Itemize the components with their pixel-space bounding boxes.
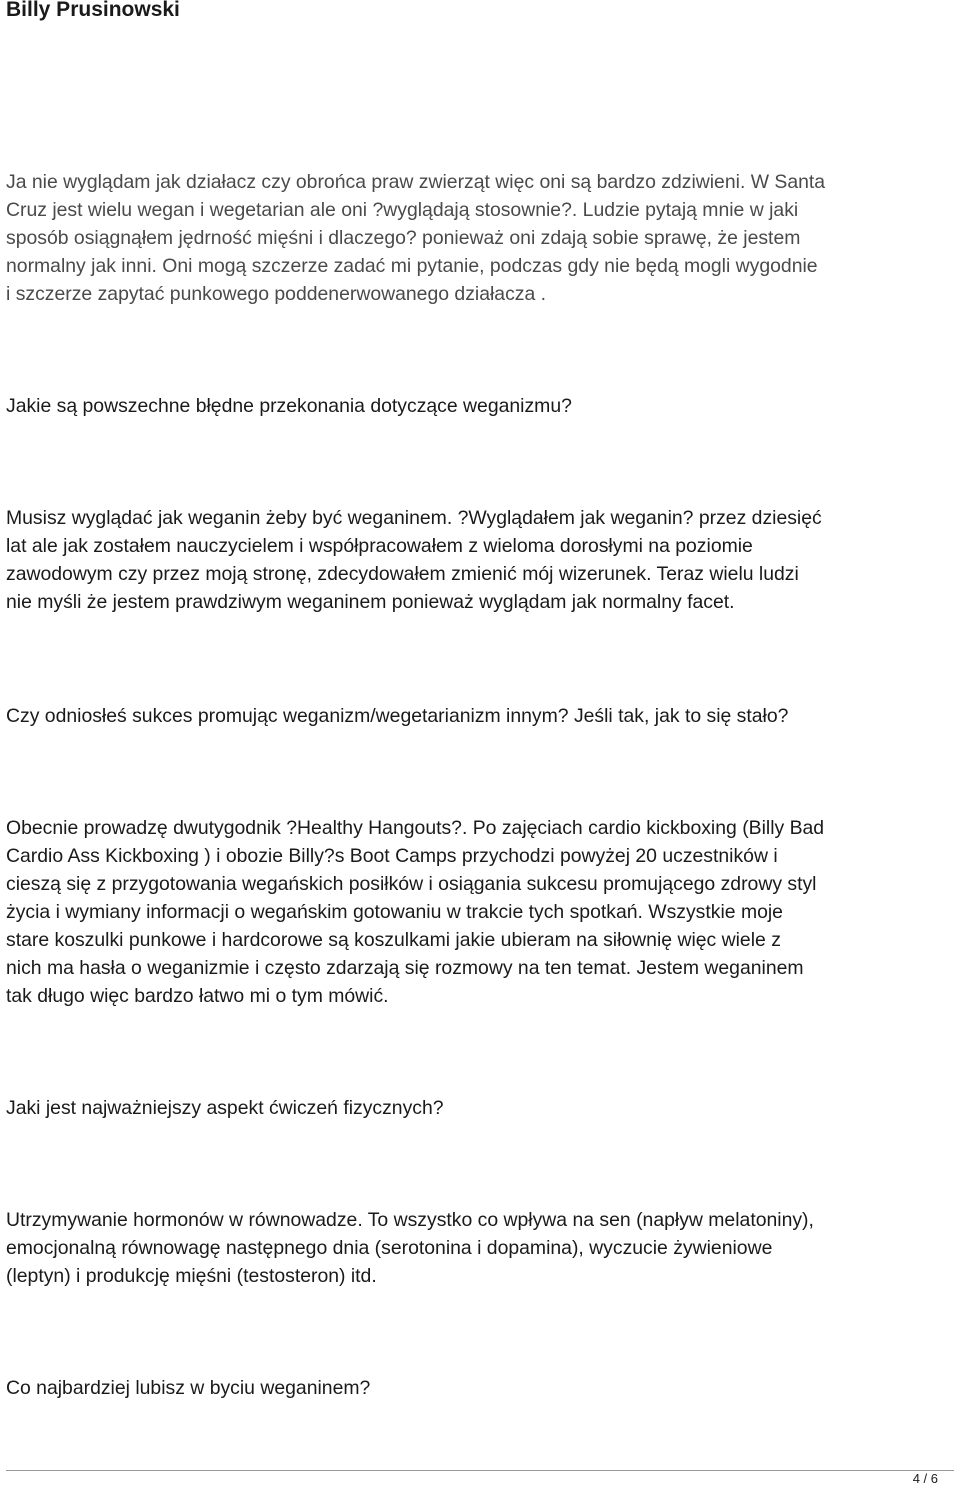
footer-divider — [6, 1470, 954, 1471]
text-line: sposób osiągnąłem jędrność mięśni i dlaczego? ponieważ oni zdają sobie sprawę, że jestem — [6, 227, 801, 249]
text-line: cieszą się z przygotowania wegańskich posiłków i osiągania sukcesu promującego zdrowy styl — [6, 873, 817, 895]
text-line: Czy odniosłeś sukces promując weganizm/wegetarianizm innym? Jeśli tak, jak to się stało? — [6, 705, 789, 727]
text-line: Co najbardziej lubisz w byciu weganinem? — [6, 1377, 371, 1399]
page-header-title: Billy Prusinowski — [6, 0, 180, 21]
text-line: tak długo więc bardzo łatwo mi o tym mówić. — [6, 985, 389, 1007]
paragraph-answer-4 — [6, 1206, 956, 1290]
text-line: Cruz jest wielu wegan i wegetarian ale oni ?wyglądają stosownie?. Ludzie pytają mnie w jaki — [6, 199, 799, 221]
question-misconceptions — [6, 392, 956, 420]
question-favorite-part — [6, 1374, 956, 1402]
text-line: (leptyn) i produkcję mięśni (testosteron) itd. — [6, 1265, 377, 1287]
text-line: Jakie są powszechne błędne przekonania dotyczące weganizmu? — [6, 395, 572, 417]
text-line: życia i wymiany informacji o wegańskim gotowaniu w trakcie tych spotkań. Wszystkie moje — [6, 901, 783, 923]
paragraph-answer-2 — [6, 504, 956, 616]
text-line: Cardio Ass Kickboxing ) i obozie Billy?s Boot Camps przychodzi powyżej 20 uczestników i — [6, 845, 778, 867]
text-line: stare koszulki punkowe i hardcorowe są koszulkami jakie ubieram na siłownię więc wiele z — [6, 929, 781, 951]
question-exercise-aspect — [6, 1094, 956, 1122]
text-line: i szczerze zapytać punkowego poddenerwowanego działacza . — [6, 283, 547, 305]
text-line: Obecnie prowadzę dwutygodnik ?Healthy Hangouts?. Po zajęciach cardio kickboxing (Billy Bad — [6, 817, 825, 839]
text-line: Ja nie wyglądam jak działacz czy obrońca praw zwierząt więc oni są bardzo zdziwieni. W Santa — [6, 171, 826, 193]
text-line: lat ale jak zostałem nauczycielem i współpracowałem z wieloma dorosłymi na poziomie — [6, 535, 753, 557]
paragraph-answer-3 — [6, 814, 956, 1010]
text-line: Musisz wyglądać jak weganin żeby być weganinem. ?Wyglądałem jak weganin? przez dziesięć — [6, 507, 822, 529]
page-number: 4 / 6 — [912, 1471, 938, 1486]
text-line: Utrzymywanie hormonów w równowadze. To wszystko co wpływa na sen (napływ melatoniny), — [6, 1209, 814, 1231]
text-line: emocjonalną równowagę następnego dnia (serotonina i dopamina), wyczucie żywieniowe — [6, 1237, 773, 1259]
text-line: nich ma hasła o weganizmie i często zdarzają się rozmowy na ten temat. Jestem weganinem — [6, 957, 804, 979]
text-line: normalny jak inni. Oni mogą szczerze zadać mi pytanie, podczas gdy nie będą mogli wygodnie — [6, 255, 818, 277]
paragraph-answer-1 — [6, 168, 956, 308]
text-line: nie myśli że jestem prawdziwym weganinem ponieważ wyglądam jak normalny facet. — [6, 591, 735, 613]
text-line: Jaki jest najważniejszy aspekt ćwiczeń fizycznych? — [6, 1097, 444, 1119]
text-line: zawodowym czy przez moją stronę, zdecydowałem zmienić mój wizerunek. Teraz wielu ludzi — [6, 563, 799, 585]
question-success-promoting — [6, 702, 956, 730]
